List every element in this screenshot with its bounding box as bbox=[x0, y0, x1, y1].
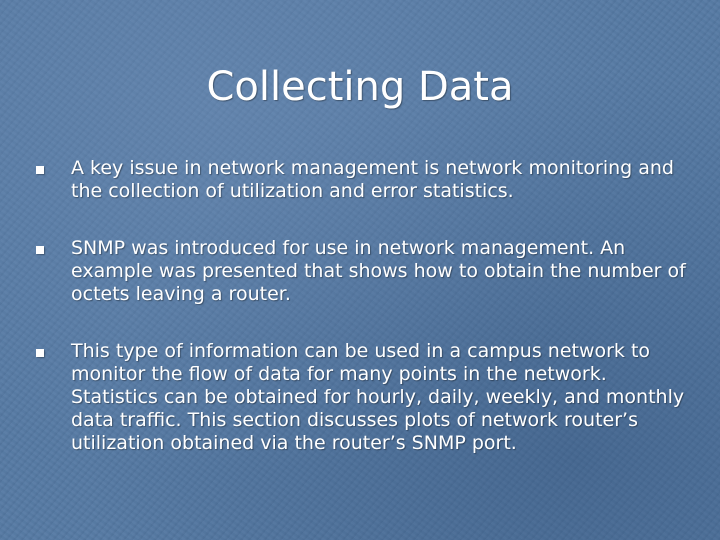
bullet-text: SNMP was introduced for use in network management. An example was presented that shows how to obtain the number of octets leaving a router. bbox=[71, 237, 686, 305]
bullet-text: This type of information can be used in a campus network to monitor the flow of data for many points in the network. Statistics can be obtained for hourly, daily, weekly, and monthly data traffic. This section discusses plots of network router’s utilization obtained via the router’s SNMP port. bbox=[71, 340, 685, 454]
bullet-item bbox=[36, 237, 686, 306]
bullet-item bbox=[36, 340, 686, 455]
square-bullet-icon bbox=[36, 246, 44, 254]
bullet-item bbox=[36, 157, 686, 203]
bullet-text: A key issue in network management is network monitoring and the collection of utilization and error statistics. bbox=[71, 157, 674, 202]
square-bullet-icon bbox=[36, 166, 44, 174]
bullet-list bbox=[36, 157, 686, 455]
square-bullet-icon bbox=[36, 349, 44, 357]
slide-title: Collecting Data bbox=[206, 64, 514, 110]
